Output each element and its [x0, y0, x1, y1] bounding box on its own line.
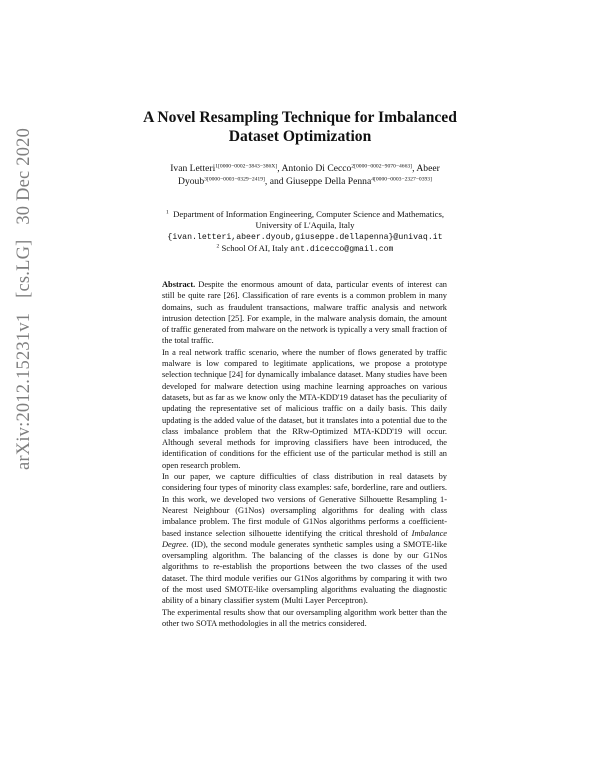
affiliation-university: University of L'Aquila, Italy: [255, 220, 355, 231]
abstract-paragraph-3-end: (ID), the second module generates synthetic samples using a SMOTE-like oversampling algorithm. The balancing of the classes is done by our G1Nos algorithms to re-establish the proportions between the two classes of the used dataset. The third module verifies our G1Nos algorithms by comparing it with two of the most used SMOTE-like oversampling algorithms evaluating the diagnostic ability of a binary classifier system (Multi Layer Perceptron).: [162, 539, 447, 606]
author-name: and Giuseppe Della Penna: [269, 176, 372, 187]
author-name: Ivan Letteri: [170, 163, 216, 174]
affiliation-mark: 2: [216, 243, 220, 250]
abstract-heading: Abstract.: [162, 280, 196, 289]
title-line-2: Dataset Optimization: [228, 128, 372, 145]
author-orcid: 3[0000−0003−0329−2419]: [204, 176, 265, 183]
paper-title: [120, 108, 480, 146]
abstract-emphasis: Imbalance Degree.: [162, 528, 448, 549]
arxiv-date: 30 Dec 2020: [14, 127, 34, 225]
affiliation-email: ant.dicecco@gmail.com: [290, 245, 394, 255]
affiliation-emails: {ivan.letteri,abeer.dyoub,giuseppe.dellapenna}@univaq.it: [167, 232, 443, 242]
author-orcid: 1[0000−0002−3843−386X]: [215, 163, 278, 170]
author-list: Ivan Letteri$^{1[0000-0002-3843-386X]}$, Antonio Di Cecco$^{2[0000-0002-9070-4663]}$, Abeer Dyoub$^{3[0000-0003-0329-2419]}$, and Giuseppe Della Penna$^{4[0000-0003-2327-0393]}$: [170, 163, 440, 187]
abstract-paragraph-3-start: In our paper, we capture difficulties of class distribution in real datasets by considering four types of minority class examples: safe, borderline, rare and outliers. In this work, we developed two versions of Generative Silhouette Resampling 1-Nearest Neighbour (G1Nos) oversampling algorithms for dealing with class imbalance problem. The first module of G1Nos algorithms performs a coefficient-based instance selection silhouette identifying the critical threshold of: [162, 472, 447, 538]
author-orcid: 2[0000−0002−9070−4663]: [351, 163, 413, 170]
arxiv-category: [cs.LG]: [14, 239, 34, 298]
affiliations: [140, 209, 470, 256]
author-name: Antonio Di Cecco: [281, 163, 352, 174]
arxiv-identifier-stamp: [14, 118, 35, 470]
author-orcid: 4[0000−0003−2327−0393]: [371, 176, 432, 183]
affiliation-mark: 1: [165, 209, 169, 216]
abstract-paragraph-2: In a real network traffic scenario, where the number of flows generated by traffic malware is low compared to legitimate applications, we propose a prototype selection technique [24] for dynamically imbalance dataset. Many studies have been developed for malware detection using machine learning approaches on various datasets, but as far as we know only the MTA-KDD'19 dataset has the peculiarity of updating the representative set of malicious traffic on a daily basis. This daily updating is the added value of the dataset, but it translates into a potential due to the class imbalance problem that the RRw-Optimized MTA-KDD'19 will occur. Although several methods for improving classifiers have been introduced, the identification of conditions for the efficient use of the particular method is still an open research problem.: [162, 347, 447, 470]
arxiv-id: arXiv:2012.15231v1: [14, 312, 34, 470]
title-line-1: A Novel Resampling Technique for Imbalanced: [143, 109, 457, 126]
abstract-paragraph-4: The experimental results show that our oversampling algorithm work better than the other two SOTA methodologies in all the metrics considered.: [162, 607, 447, 628]
author-name: Abeer Dyoub: [178, 163, 440, 187]
abstract: [162, 279, 447, 629]
affiliation-department: Department of Information Engineering, Computer Science and Mathematics,: [173, 209, 445, 219]
affiliation-school: School Of AI, Italy: [221, 243, 289, 254]
abstract-paragraph-1: Despite the enormous amount of data, particular events of interest can still be quite rare [26]. Classification of rare events is a common problem in many domains, such as fraudulent transactions, malware traffic analysis and network intrusion detection [25]. For example, in the malware analysis domain, the amount of traffic generated from malware on the network is typically a very small fraction of the total traffic.: [162, 280, 447, 346]
